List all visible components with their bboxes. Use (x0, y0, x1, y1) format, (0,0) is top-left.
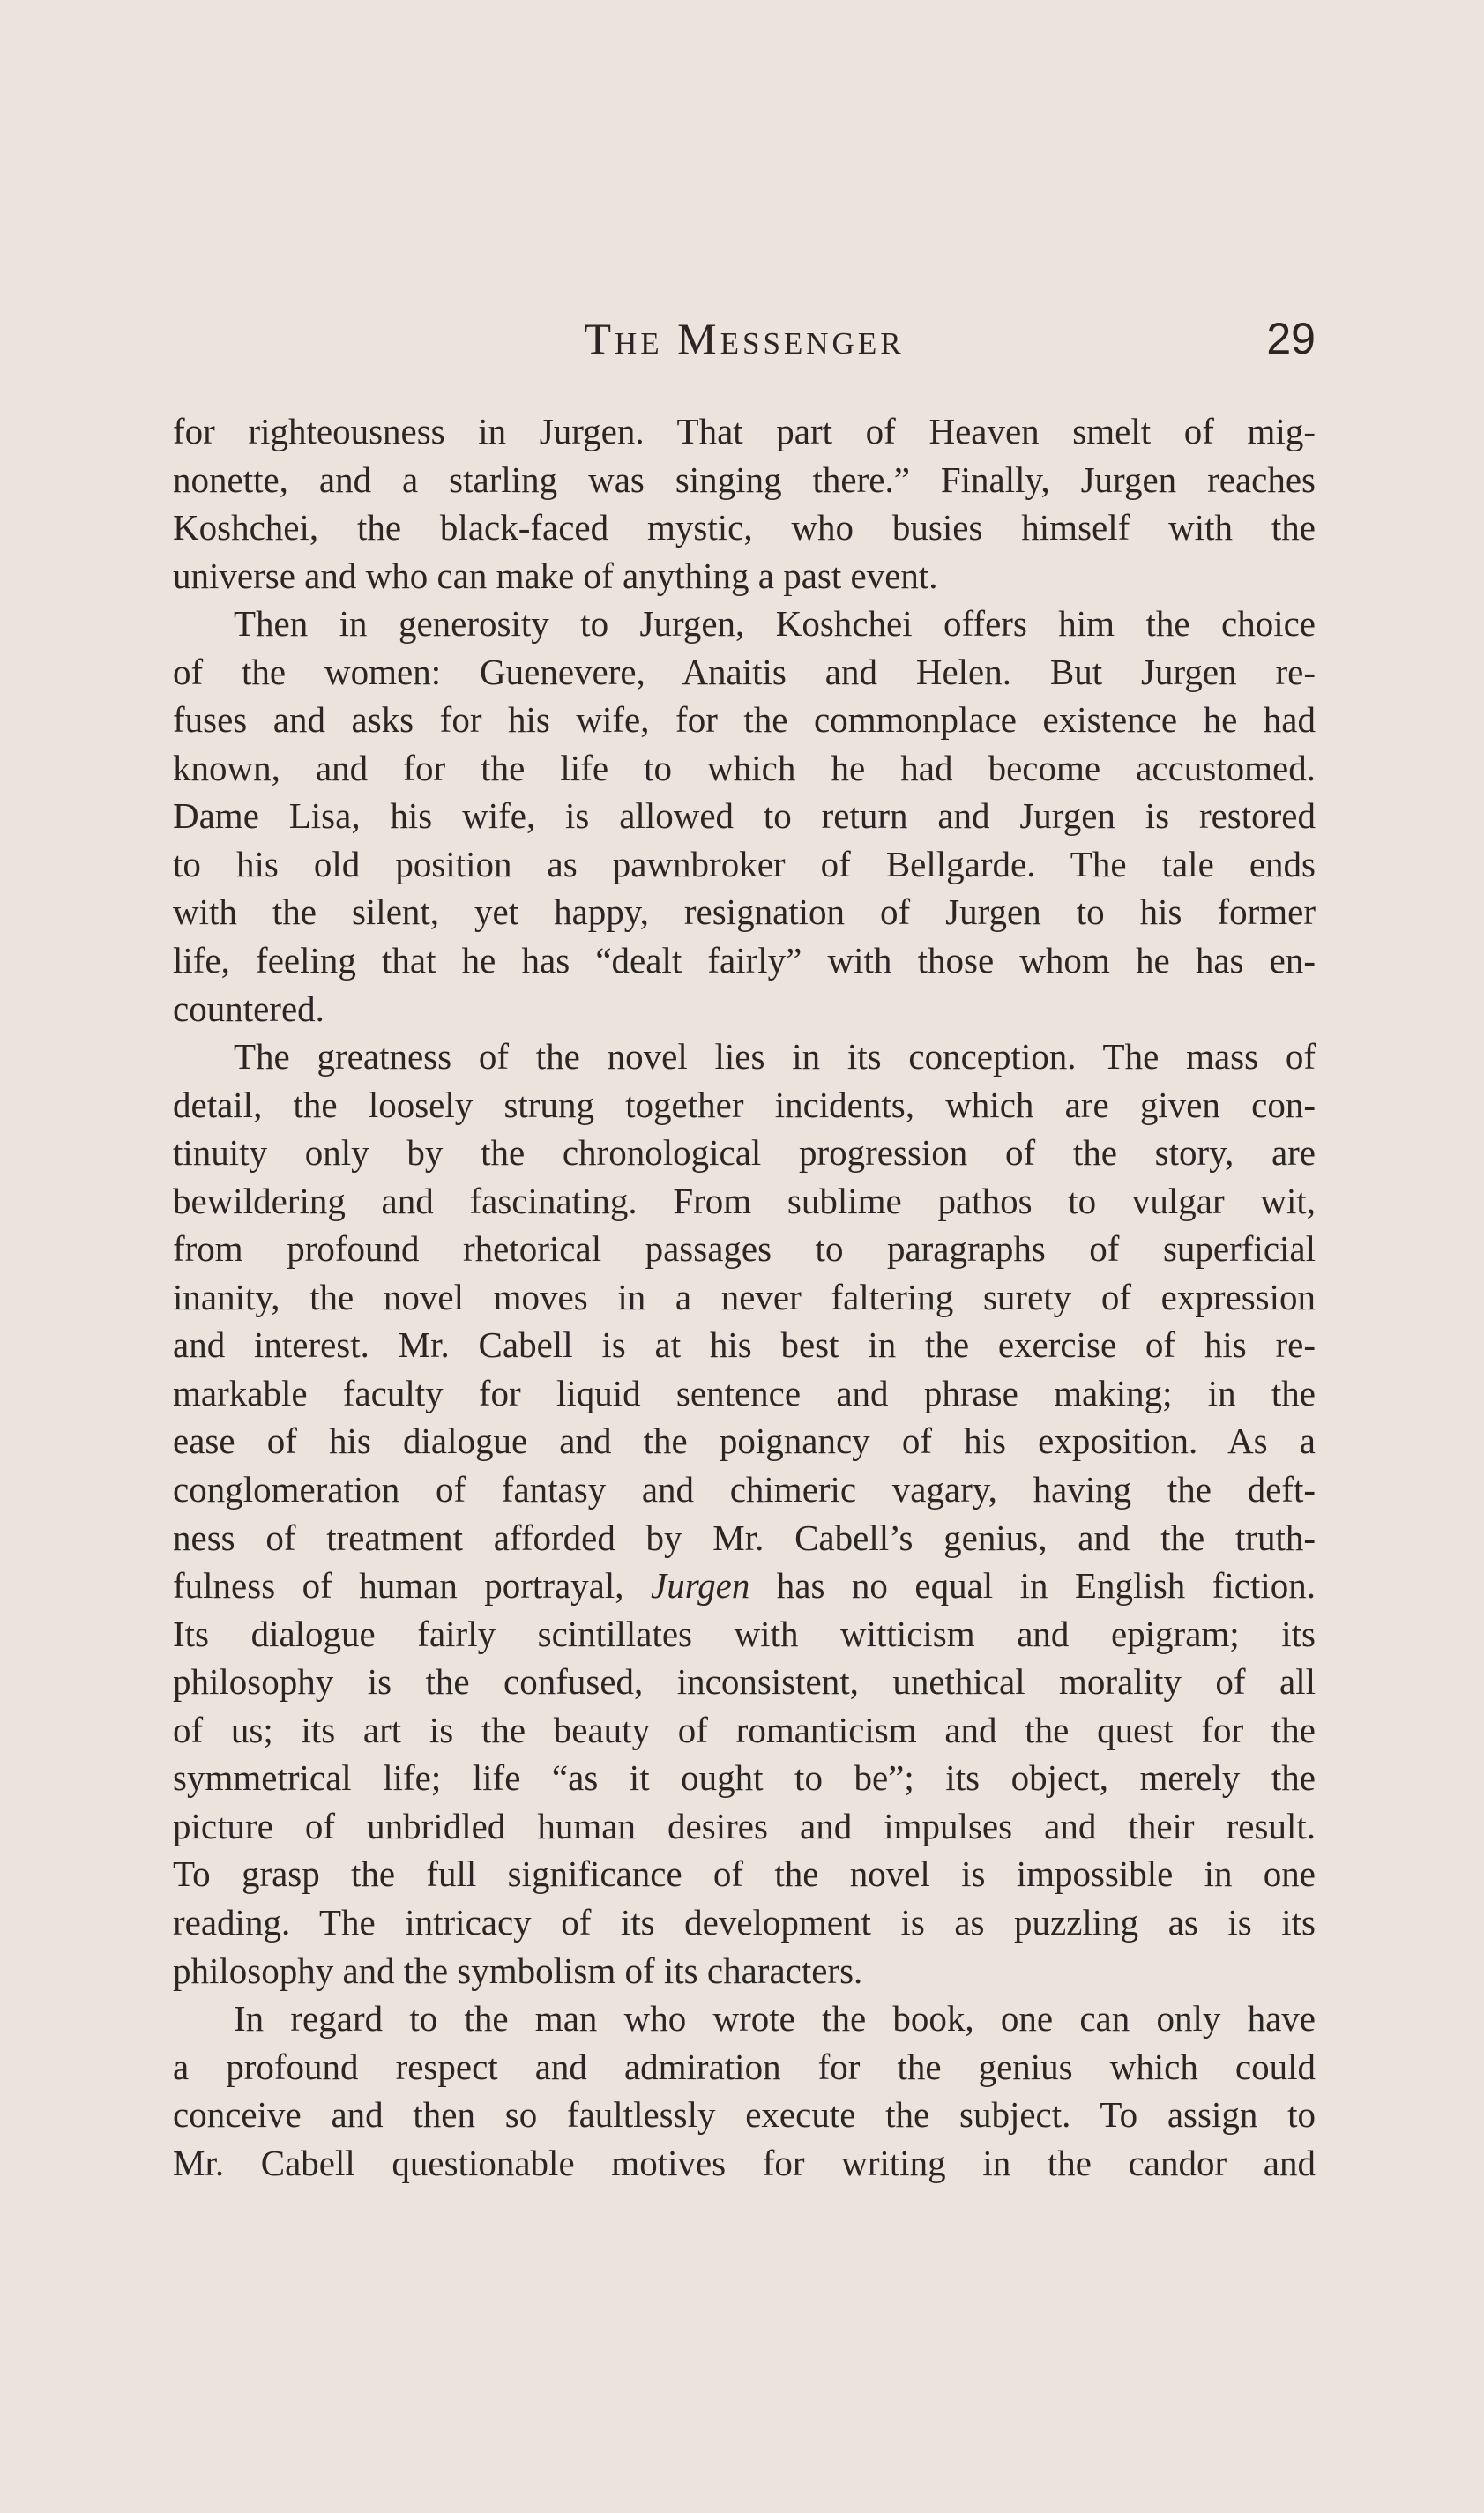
text-line: a profound respect and admiration for the genius which could (173, 2046, 1316, 2087)
book-title: Jurgen (651, 1565, 750, 1607)
text-line: Its dialogue fairly scintillates with witticism and epigram; its (173, 1613, 1316, 1654)
page-header (173, 313, 1316, 375)
page-number: 29 (1266, 314, 1316, 363)
text-line: tinuity only by the chronological progression of the story, are (173, 1132, 1316, 1174)
text-line-with-title (173, 1562, 1316, 1610)
paragraph (173, 600, 1316, 1033)
text-line: known, and for the life to which he had become accustomed. (173, 747, 1316, 788)
text-line: countered. (173, 988, 324, 1029)
text-line: to his old position as pawnbroker of Bellgarde. The tale ends (173, 843, 1316, 884)
text-line: inanity, the novel moves in a never faltering surety of expression (173, 1276, 1316, 1317)
text-line: detail, the loosely strung together incidents, which are given con- (173, 1084, 1316, 1125)
text-line: fuses and asks for his wife, for the commonplace existence he had (173, 699, 1316, 741)
text-line: universe and who can make of anything a past event. (173, 555, 938, 596)
text-line: Then in generosity to Jurgen, Koshchei offers him the choice (234, 603, 1316, 645)
running-head: The Messenger (584, 314, 905, 363)
text-line: markable faculty for liquid sentence and phrase making; in the (173, 1372, 1316, 1413)
body-text (173, 407, 1316, 2187)
text-line: The greatness of the novel lies in its conception. The mass of (234, 1036, 1316, 1078)
text-line: bewildering and fascinating. From sublime pathos to vulgar wit, (173, 1180, 1316, 1221)
paragraph (173, 1995, 1316, 2187)
text-line: for righteousness in Jurgen. That part of Heaven smelt of mig- (173, 411, 1316, 451)
text-line: nonette, and a starling was singing there.” Finally, Jurgen reaches (173, 459, 1316, 500)
text-line: conceive and then so faultlessly execute the subject. To assign to (173, 2094, 1316, 2136)
text-line: picture of unbridled human desires and impulses and their result. (173, 1805, 1316, 1846)
text-line: In regard to the man who wrote the book, one can only have (234, 1998, 1316, 2039)
text-line: life, feeling that he has “dealt fairly” with those whom he has en- (173, 940, 1316, 981)
text-line: Koshchei, the black-faced mystic, who busies himself with the (173, 507, 1316, 548)
text-line: ness of treatment afforded by Mr. Cabell’s genius, and the truth- (173, 1517, 1316, 1558)
text-line: ease of his dialogue and the poignancy of his exposition. As a (173, 1421, 1316, 1462)
text-line: and interest. Mr. Cabell is at his best in the exercise of his re- (173, 1324, 1316, 1366)
text-line: philosophy and the symbolism of its characters. (173, 1950, 863, 1991)
text-segment: has no equal in English fiction. (749, 1565, 1316, 1607)
text-line: symmetrical life; life “as it ought to be”; its object, merely the (173, 1757, 1316, 1799)
text-line: with the silent, yet happy, resignation of Jurgen to his former (173, 891, 1316, 933)
text-line: Mr. Cabell questionable motives for writing in the candor and (173, 2142, 1316, 2183)
text-line: conglomeration of fantasy and chimeric vagary, having the deft- (173, 1469, 1316, 1510)
text-line: Dame Lisa, his wife, is allowed to return and Jurgen is restored (173, 795, 1316, 837)
text-line: philosophy is the confused, inconsistent, unethical morality of all (173, 1661, 1316, 1703)
paragraph (173, 407, 1316, 600)
text-line: of us; its art is the beauty of romanticism and the quest for the (173, 1709, 1316, 1750)
text-segment: fulness of human portrayal, (173, 1565, 624, 1607)
text-line: of the women: Guenevere, Anaitis and Helen. But Jurgen re- (173, 651, 1316, 692)
text-line: reading. The intricacy of its development is as puzzling as is its (173, 1901, 1316, 1943)
paragraph (173, 1033, 1316, 1995)
text-line: To grasp the full significance of the novel is impossible in one (173, 1853, 1316, 1895)
text-line: from profound rhetorical passages to paragraphs of superficial (173, 1228, 1316, 1270)
